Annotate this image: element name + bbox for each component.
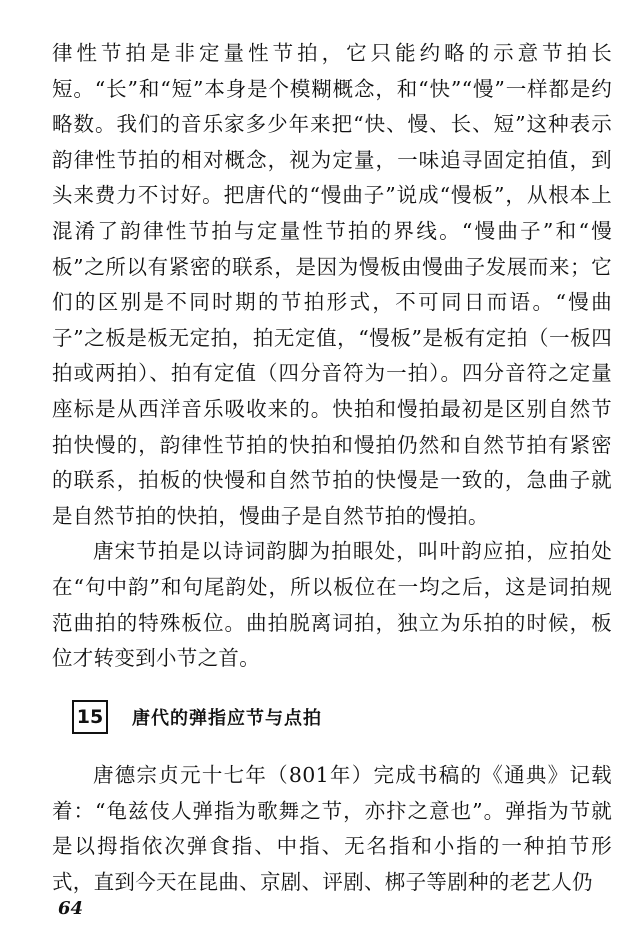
section-heading bbox=[72, 695, 322, 739]
main-text-block bbox=[52, 36, 612, 677]
section-paragraph-1: 唐德宗贞元十七年（801年）完成书稿的《通典》记载着：“龟兹伎人弹指为歌舞之节，亦抃之意也”。弹指为节就是以拇指依次弹食指、中指、无名指和小指的一种拍节形式，直到今天在昆曲、京剧、评剧、梆子等剧种的老艺人仍 bbox=[52, 763, 612, 894]
section-title: 唐代的弹指应节与点拍 bbox=[132, 708, 322, 729]
page-number: 64 bbox=[58, 898, 84, 919]
section-text-block bbox=[52, 758, 612, 900]
body-paragraph-2: 唐宋节拍是以诗词韵脚为拍眼处，叫叶韵应拍，应拍处在“句中韵”和句尾韵处，所以板位在一均之后，这是词拍规范曲拍的特殊板位。曲拍脱离词拍，独立为乐拍的时候，板位才转变到小节之首。 bbox=[52, 539, 612, 671]
body-paragraph-1: 律性节拍是非定量性节拍，它只能约略的示意节拍长短。“长”和“短”本身是个模糊概念，和“快”“慢”一样都是约略数。我们的音乐家多少年来把“快、慢、长、短”这种表示韵律性节拍的相对概念，视为定量，一味追寻固定拍值，到头来费力不讨好。把唐代的“慢曲子”说成“慢板”，从根本上混淆了韵律性节拍与定量性节拍的界线。“慢曲子”和“慢板”之所以有紧密的联系，是因为慢板由慢曲子发展而来；它们的区别是不同时期的节拍形式，不可同日而语。“慢曲子”之板是板无定拍，拍无定值，“慢板”是板有定拍（一板四拍或两拍）、拍有定值（四分音符为一拍）。四分音符之定量座标是从西洋音乐吸收来的。快拍和慢拍最初是区别自然节拍快慢的，韵律性节拍的快拍和慢拍仍然和自然节拍有紧密的联系，拍板的快慢和自然节拍的快慢是一致的，急曲子就是自然节拍的快拍，慢曲子是自然节拍的慢拍。 bbox=[52, 41, 612, 528]
section-number-box: 15 bbox=[72, 700, 108, 734]
